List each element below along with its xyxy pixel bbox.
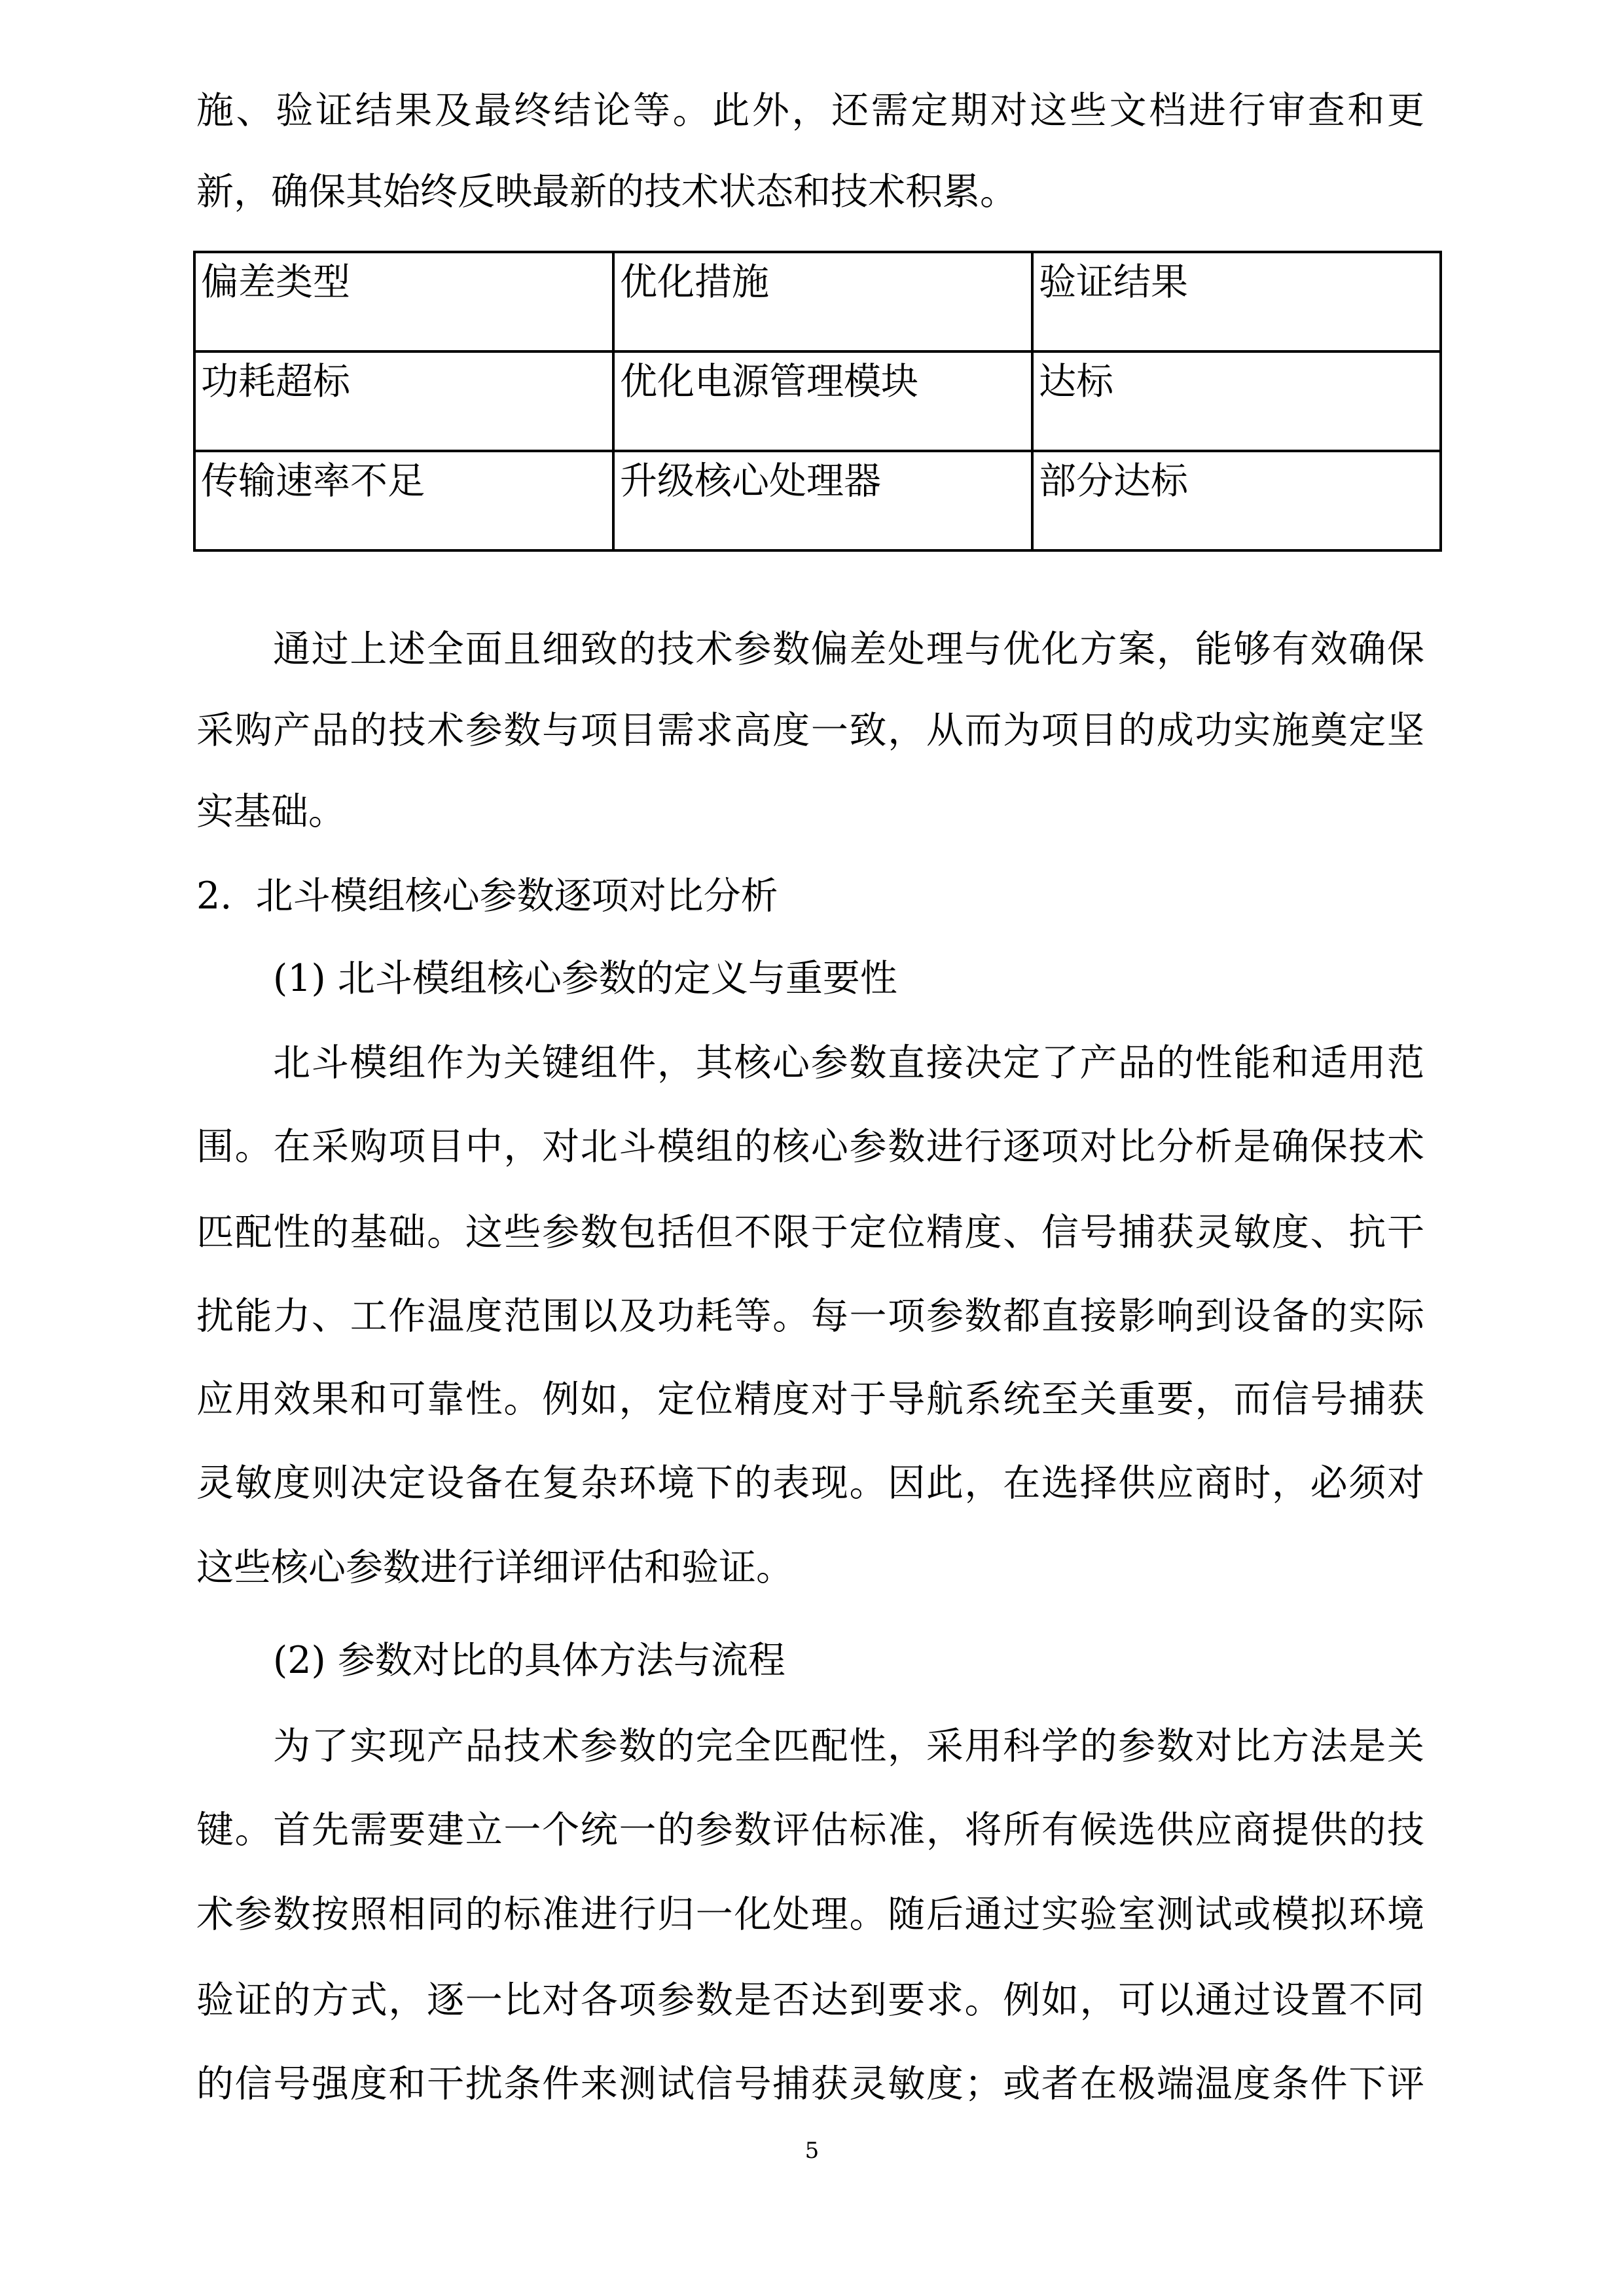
text-line: 键。首先需要建立一个统一的参数评估标准，将所有候选供应商提供的技 (196, 1808, 1424, 1852)
text-line: 为了实现产品技术参数的完全匹配性，采用科学的参数对比方法是关 (273, 1725, 1424, 1768)
subsection-heading: (1) 北斗模组核心参数的定义与重要性 (273, 957, 897, 1000)
text-line: 匹配性的基础。这些参数包括但不限于定位精度、信号捕获灵敏度、抗干 (196, 1211, 1424, 1254)
text-line: 这些核心参数进行详细评估和验证。 (196, 1546, 793, 1589)
text-line: 灵敏度则决定设备在复杂环境下的表现。因此，在选择供应商时，必须对 (196, 1462, 1424, 1505)
text-line: 的信号强度和干扰条件来测试信号捕获灵敏度；或者在极端温度条件下评 (196, 2062, 1424, 2106)
table-cell: 达标 (1032, 351, 1441, 451)
text-line: 术参数按照相同的标准进行归一化处理。随后通过实验室测试或模拟环境 (196, 1893, 1424, 1936)
table-header-row (194, 252, 1441, 351)
text-line: 实基础。 (196, 790, 346, 833)
text-line: 扰能力、工作温度范围以及功耗等。每一项参数都直接影响到设备的实际 (196, 1295, 1424, 1338)
text-line: 采购产品的技术参数与项目需求高度一致，从而为项目的成功实施奠定坚 (196, 709, 1424, 752)
table-cell: 传输速率不足 (194, 451, 613, 550)
table-cell: 功耗超标 (194, 351, 613, 451)
text-line: 新，确保其始终反映最新的技术状态和技术积累。 (196, 170, 1017, 213)
table-cell: 升级核心处理器 (613, 451, 1032, 550)
text-line: 验证的方式，逐一比对各项参数是否达到要求。例如，可以通过设置不同 (196, 1979, 1424, 2022)
table-header-cell: 验证结果 (1032, 252, 1441, 351)
text-line: 应用效果和可靠性。例如，定位精度对于导航系统至关重要，而信号捕获 (196, 1378, 1424, 1421)
text-line: 围。在采购项目中，对北斗模组的核心参数进行逐项对比分析是确保技术 (196, 1125, 1424, 1168)
section-heading: 2. 北斗模组核心参数逐项对比分析 (196, 874, 778, 918)
table-row (194, 451, 1441, 550)
table-header-cell: 优化措施 (613, 252, 1032, 351)
subsection-heading: (2) 参数对比的具体方法与流程 (273, 1639, 785, 1682)
deviation-table (193, 251, 1442, 552)
text-line: 通过上述全面且细致的技术参数偏差处理与优化方案，能够有效确保 (273, 628, 1424, 671)
page-number: 5 (804, 2138, 820, 2164)
table-cell: 优化电源管理模块 (613, 351, 1032, 451)
table-header-cell: 偏差类型 (194, 252, 613, 351)
text-line: 施、验证结果及最终结论等。此外，还需定期对这些文档进行审查和更 (196, 89, 1424, 132)
text-line: 北斗模组作为关键组件，其核心参数直接决定了产品的性能和适用范 (273, 1041, 1424, 1085)
table-cell: 部分达标 (1032, 451, 1441, 550)
table-row (194, 351, 1441, 451)
